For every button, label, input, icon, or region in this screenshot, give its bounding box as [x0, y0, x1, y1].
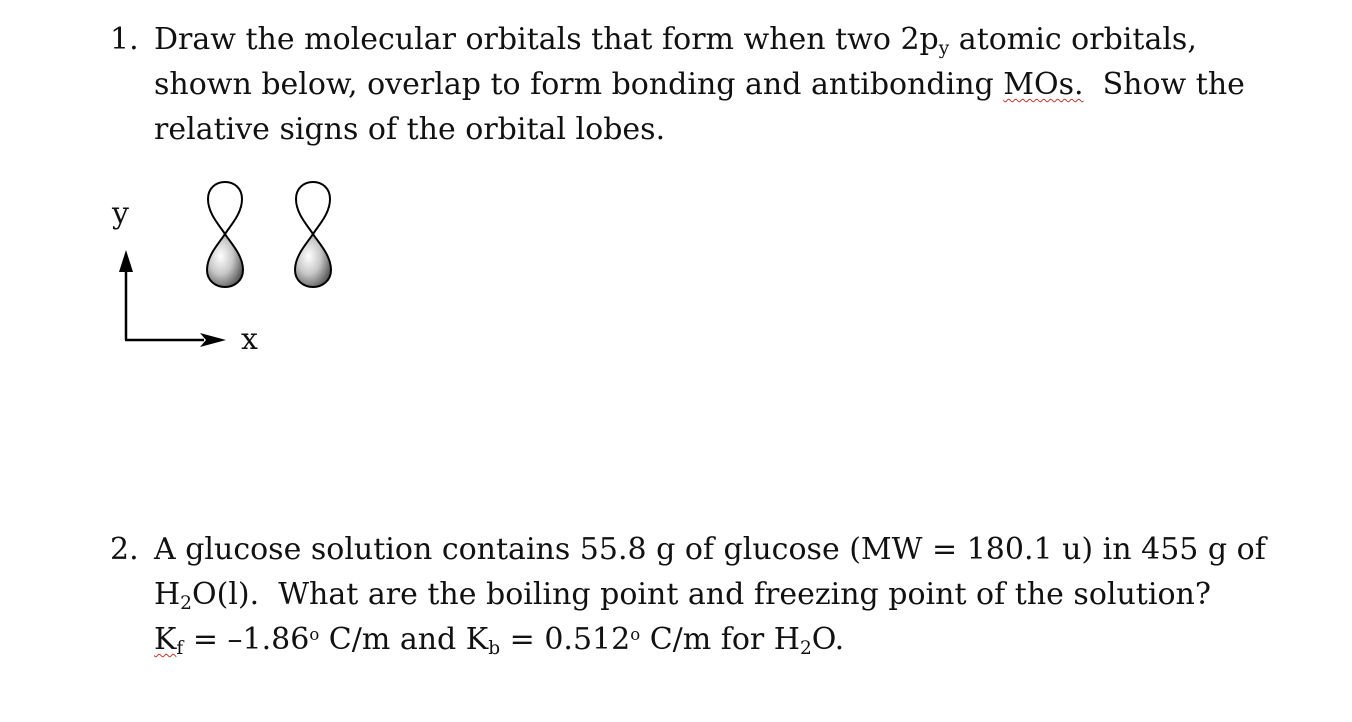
q1-line2-text: shown below, overlap to form bonding and antibonding: [154, 67, 1004, 102]
q2-line2-text: O(l). What are the boiling point and freezing point of the solution?: [192, 577, 1211, 612]
question-2-line-3: [154, 617, 1266, 662]
orbital-1-upper-lobe: [208, 182, 242, 234]
q1-line1-text-end: atomic orbitals,: [949, 22, 1197, 57]
q2-degree-2: o: [630, 624, 641, 644]
q1-line2-text-end: Show the: [1083, 67, 1245, 102]
question-2-line-1: A glucose solution contains 55.8 g of glucose (MW = 180.1 u) in 455 g of: [154, 532, 1266, 567]
q2-k: K: [154, 622, 177, 657]
q2-unit-for-h: C/m for H: [640, 622, 800, 657]
q2-kf-symbol[interactable]: [154, 622, 184, 660]
question-1-number: 1.: [110, 22, 139, 57]
q2-h: H: [154, 577, 181, 612]
q2-degree-1: o: [309, 624, 320, 644]
question-2-number: 2.: [110, 532, 139, 567]
q2-f-subscript: f: [176, 638, 184, 660]
orbital-2-lower-lobe: [295, 234, 331, 287]
p-orbital-1: [207, 182, 243, 287]
q2-kf-value: = –1.86: [183, 622, 310, 657]
y-axis-arrowhead: [119, 250, 133, 272]
question-2-text: [154, 527, 1266, 662]
q2-unit-and-kb: C/m and K: [319, 622, 489, 657]
q2-o-end: O.: [811, 622, 845, 657]
q2-h2-subscript: 2: [180, 593, 193, 615]
q2-h2o-subscript: 2: [799, 638, 812, 660]
question-2: [110, 527, 1266, 662]
x-axis-label: x: [241, 322, 258, 357]
q1-line1-text: Draw the molecular orbitals that form when two 2p: [154, 22, 939, 57]
orbital-1-lower-lobe: [207, 234, 243, 287]
q2-kb-value: = 0.512: [500, 622, 631, 657]
question-2-line-2: [154, 572, 1266, 617]
y-axis-label: y: [112, 196, 129, 231]
q2-b-subscript: b: [488, 638, 501, 660]
question-1-line-3: relative signs of the orbital lobes.: [154, 112, 666, 147]
q1-subscript-y: y: [938, 38, 950, 60]
p-orbital-2: [295, 182, 331, 287]
q1-mos-word[interactable]: MOs.: [1003, 67, 1084, 102]
orbital-2-upper-lobe: [296, 182, 330, 234]
